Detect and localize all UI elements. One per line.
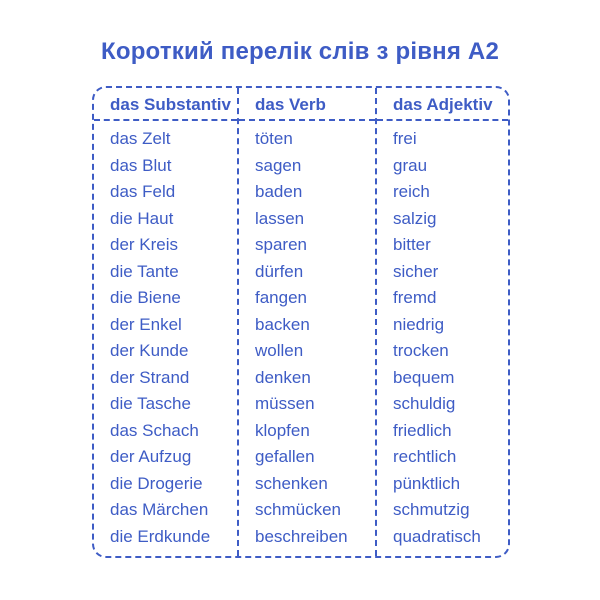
column-substantiv bbox=[94, 88, 239, 556]
word-cell: das Blut bbox=[110, 155, 172, 175]
word-cell: trocken bbox=[393, 341, 449, 361]
word-cell: schenken bbox=[255, 473, 328, 493]
word-cell: fremd bbox=[393, 288, 437, 308]
word-cell: friedlich bbox=[393, 420, 452, 440]
word-cell: sagen bbox=[255, 155, 302, 175]
word-cell: der Kreis bbox=[110, 235, 179, 255]
word-cell: denken bbox=[255, 367, 311, 387]
column-verb bbox=[239, 88, 377, 556]
word-cell: reich bbox=[393, 182, 430, 202]
word-cell: die Tasche bbox=[110, 394, 191, 414]
word-cell: quadratisch bbox=[393, 526, 481, 546]
word-cell: baden bbox=[255, 182, 303, 202]
word-cell: klopfen bbox=[255, 420, 310, 440]
word-cell: der Aufzug bbox=[110, 447, 192, 467]
word-cell: müssen bbox=[255, 394, 315, 414]
word-cell: sicher bbox=[393, 261, 439, 281]
word-cell: schmücken bbox=[255, 500, 341, 520]
word-cell: schuldig bbox=[393, 394, 456, 414]
word-cell: grau bbox=[393, 155, 428, 175]
column-header-adjektiv: das Adjektiv bbox=[377, 88, 508, 121]
word-cell: pünktlich bbox=[393, 473, 461, 493]
word-cell: fangen bbox=[255, 288, 307, 308]
word-cell: das Märchen bbox=[110, 500, 209, 520]
word-cell: wollen bbox=[255, 341, 304, 361]
column-header-verb: das Verb bbox=[239, 88, 375, 121]
word-list-adjektiv bbox=[377, 121, 508, 556]
word-cell: frei bbox=[393, 129, 417, 148]
word-cell: salzig bbox=[393, 208, 437, 228]
word-cell: die Drogerie bbox=[110, 473, 203, 493]
word-cell: lassen bbox=[255, 208, 305, 228]
word-cell: bitter bbox=[393, 235, 431, 255]
word-list-verb bbox=[239, 121, 375, 556]
word-cell: der Strand bbox=[110, 367, 190, 387]
word-cell: das Feld bbox=[110, 182, 176, 202]
word-cell: töten bbox=[255, 129, 293, 148]
word-cell: die Biene bbox=[110, 288, 181, 308]
word-table bbox=[92, 86, 510, 558]
word-cell: niedrig bbox=[393, 314, 445, 334]
word-cell: die Haut bbox=[110, 208, 174, 228]
column-header-substantiv: das Substantiv bbox=[94, 88, 237, 121]
page-title: Короткий перелік слів з рівня А2 bbox=[100, 38, 500, 65]
word-list-substantiv bbox=[94, 121, 237, 556]
word-cell: der Kunde bbox=[110, 341, 189, 361]
word-cell: beschreiben bbox=[255, 526, 348, 546]
word-cell: das Zelt bbox=[110, 129, 171, 148]
word-cell: sparen bbox=[255, 235, 307, 255]
word-cell: dürfen bbox=[255, 261, 304, 281]
word-cell: schmutzig bbox=[393, 500, 470, 520]
column-adjektiv bbox=[377, 88, 508, 556]
word-cell: die Tante bbox=[110, 261, 179, 281]
word-cell: rechtlich bbox=[393, 447, 457, 467]
word-cell: die Erdkunde bbox=[110, 526, 211, 546]
word-cell: das Schach bbox=[110, 420, 199, 440]
word-cell: gefallen bbox=[255, 447, 315, 467]
word-cell: der Enkel bbox=[110, 314, 182, 334]
word-cell: backen bbox=[255, 314, 310, 334]
word-cell: bequem bbox=[393, 367, 455, 387]
